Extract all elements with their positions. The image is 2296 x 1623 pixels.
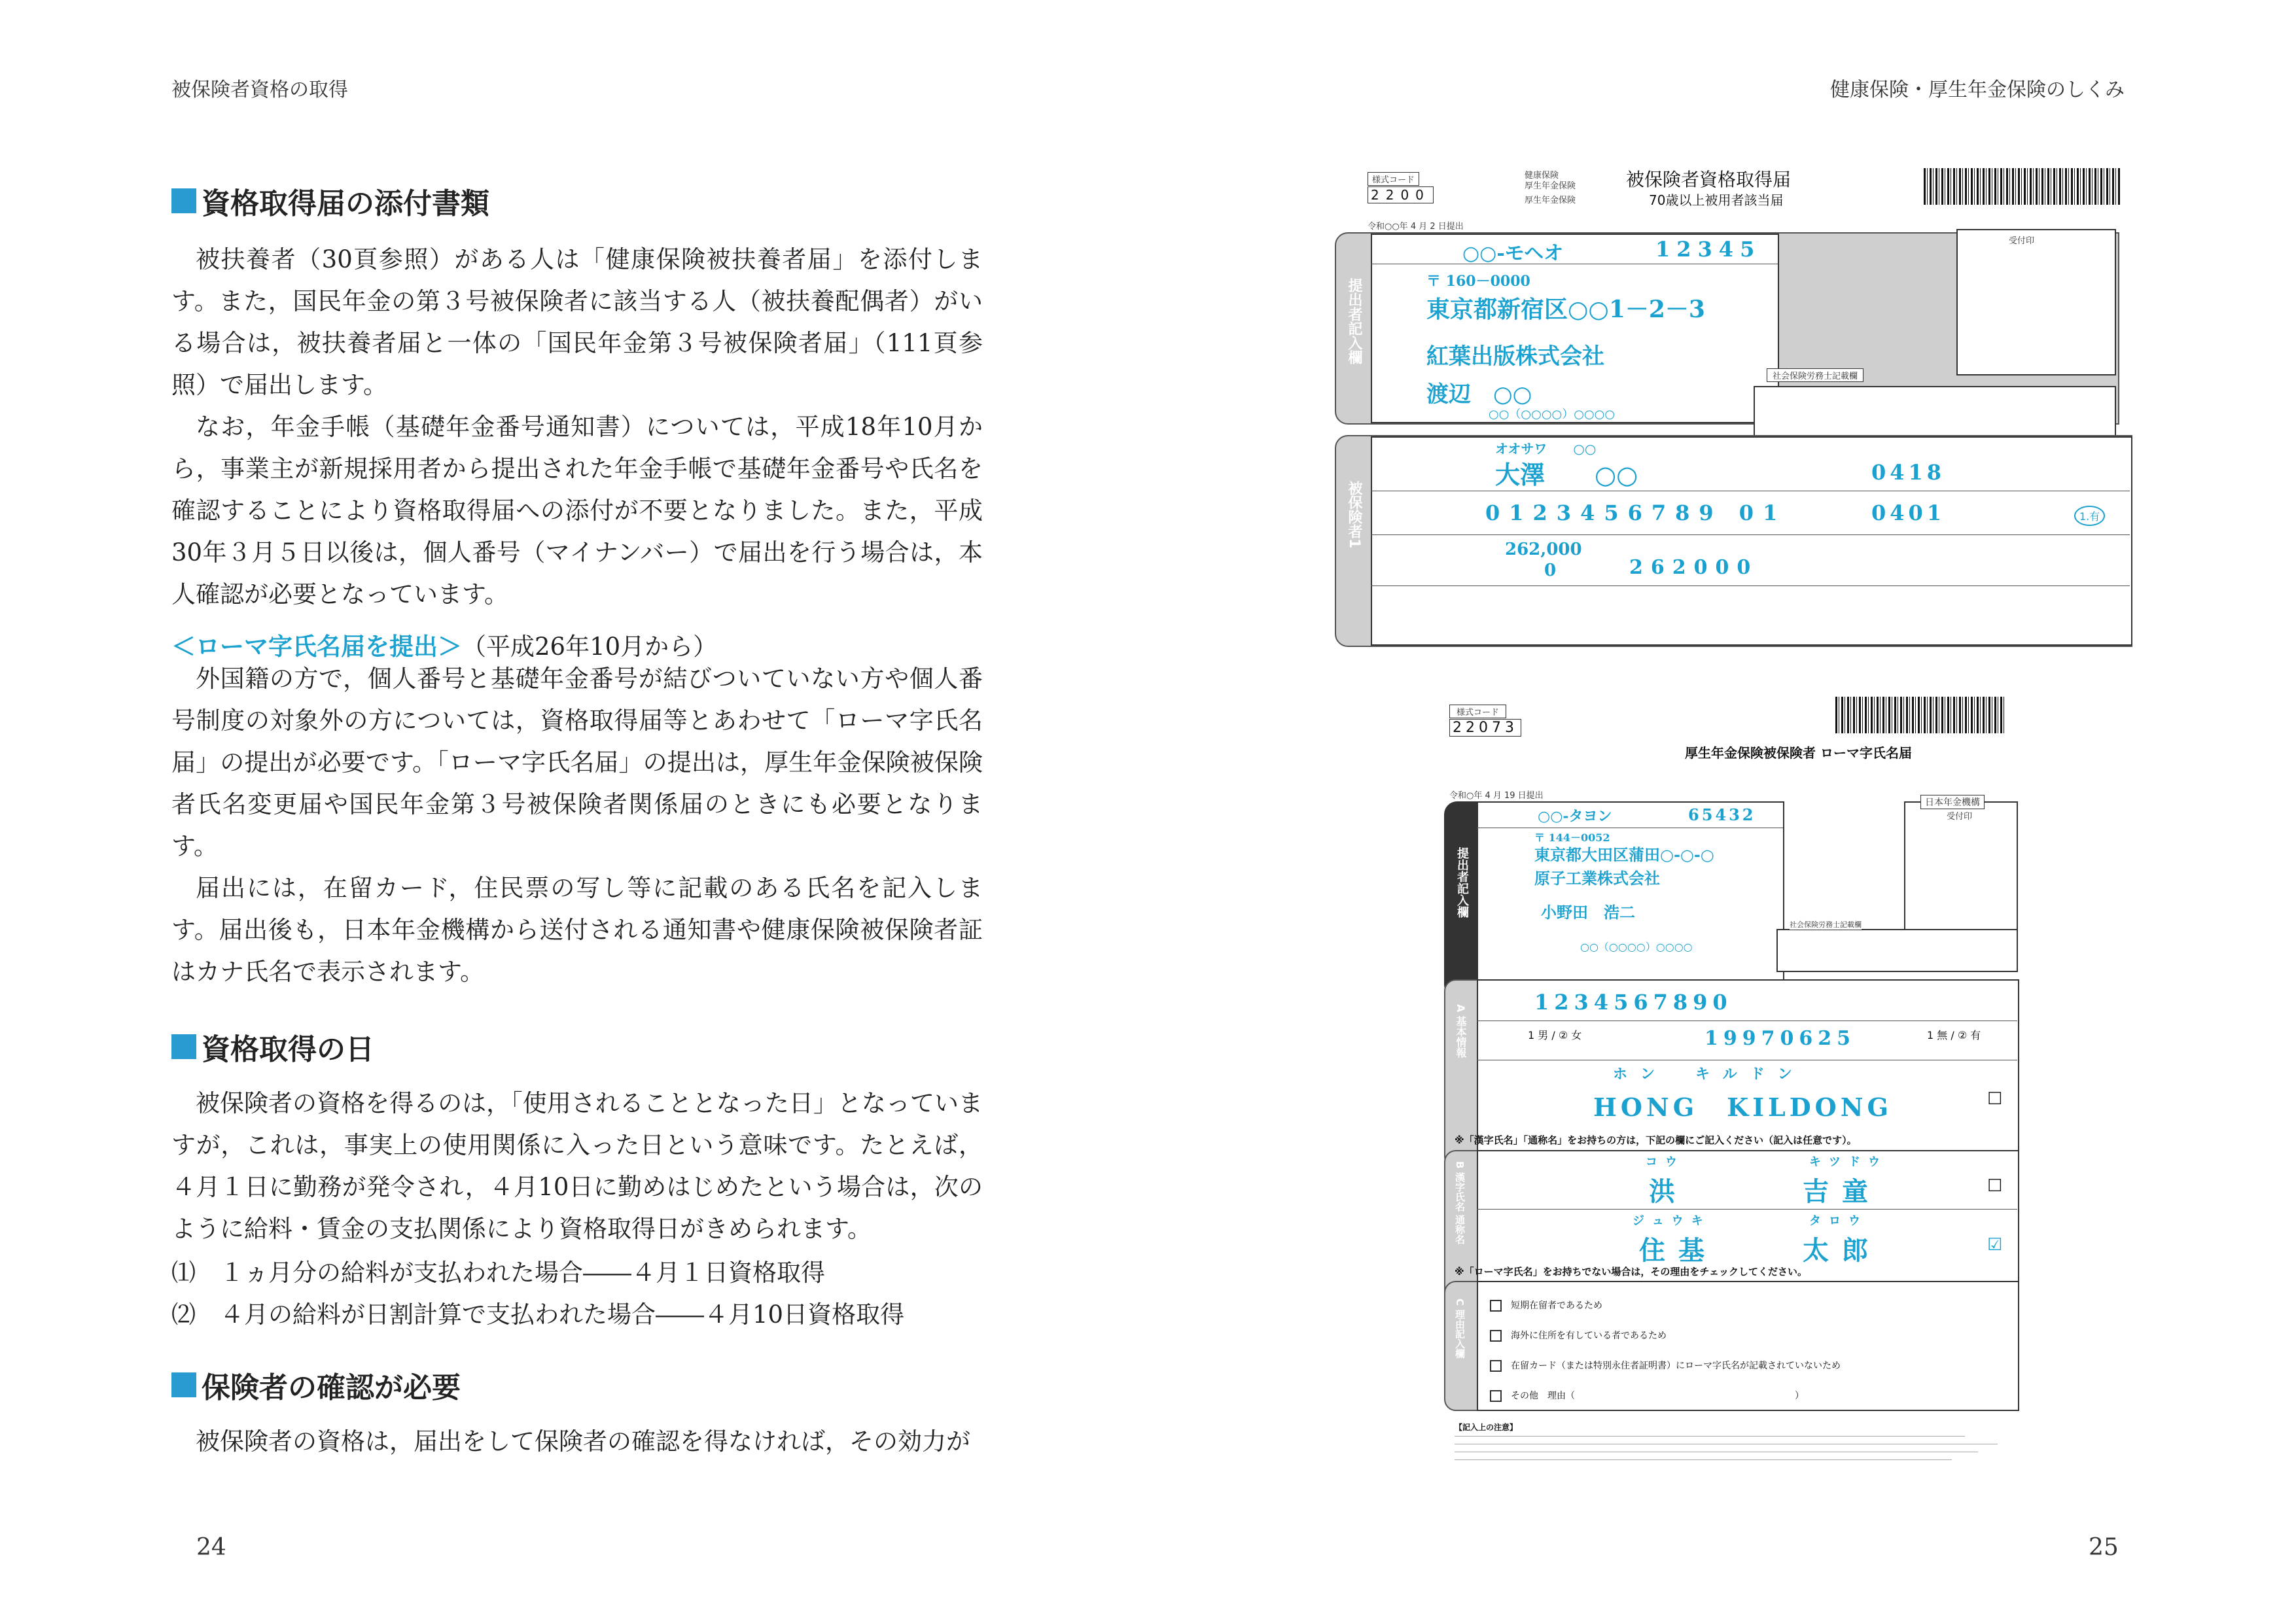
form2-alias-kana1: ジュウキ	[1633, 1214, 1711, 1228]
form1-address: 東京都新宿区○○1－2－3	[1426, 296, 1705, 323]
form1-postal: 〒 160－0000	[1426, 273, 1530, 290]
form1-office-code: ○○-モヘオ	[1462, 242, 1564, 265]
form1-receipt-box	[1956, 229, 2116, 375]
reason-item[interactable]: 在留カード（または特別永住者証明書）にローマ字氏名が記載されていないため	[1490, 1351, 1841, 1381]
running-head-right: 健康保険・厚生年金保険のしくみ	[1830, 79, 2125, 101]
form2-roman-name: HONG KILDONG	[1593, 1092, 1892, 1122]
form2-b-fields	[1477, 1150, 2019, 1303]
running-head-left: 被保険者資格の取得	[171, 79, 348, 101]
form1-subtitle: 70歳以上被用者該当届	[1649, 192, 1784, 208]
checkbox-icon[interactable]	[1490, 1330, 1502, 1342]
form2-office-number: 65432	[1688, 805, 1756, 824]
form1-ins2: 厚生年金保険	[1525, 181, 1576, 191]
form2-a-checkbox-icon[interactable]: ☐	[1987, 1089, 2003, 1109]
form2-agency: 日本年金機構	[1920, 795, 1985, 809]
form2-barcode	[1835, 697, 2005, 733]
form2-office-code: ○○-タヨン	[1538, 808, 1612, 825]
form2-phone: ○○（○○○○）○○○○	[1580, 941, 1693, 953]
form1-owner: 渡辺 ○○	[1426, 381, 1532, 408]
form2-date: 令和○年 4 月 19 日提出	[1449, 791, 1544, 801]
form2-address: 東京都大田区蒲田○-○-○	[1534, 845, 1714, 864]
form1-insured-fields	[1371, 436, 2132, 646]
form1-rule4	[1371, 585, 2130, 586]
form1-side-insured: 被保険者1	[1346, 481, 1362, 549]
form2-receipt: 受付印	[1947, 812, 1973, 822]
form2-reasons	[1490, 1291, 1841, 1411]
form2-code: 22073	[1449, 719, 1521, 737]
form1-receipt-label: 受付印	[2009, 236, 2035, 246]
form1-date: 令和○○年 4 月 2 日提出	[1368, 222, 1464, 232]
page-number-left: 24	[196, 1534, 226, 1561]
form1-name: 大澤 ○○	[1495, 460, 1638, 489]
form2-juminhyo: 1 無 / ② 有	[1927, 1029, 1981, 1041]
form2-notes-title: 【記入上の注意】	[1455, 1423, 1518, 1432]
form2-sharoushi: 社会保険労務士記載欄	[1790, 920, 1862, 929]
reason-item[interactable]: 海外に住所を有している者であるため	[1490, 1321, 1841, 1351]
form2-birth: 19970625	[1704, 1027, 1856, 1050]
form2-code-label: 様式コード	[1449, 705, 1506, 718]
form1-ins1: 健康保険	[1525, 171, 1559, 181]
form1-barcode	[1924, 168, 2120, 205]
form2-pension-number: 1234567890	[1534, 990, 1733, 1015]
form1-acq: 0401	[1871, 500, 1946, 525]
romaji-subheading: ＜ローマ字氏名届を提出＞（平成26年10月から）	[171, 633, 718, 661]
form1-salary2: 0	[1544, 561, 1557, 580]
form2-kanji-kana1: コウ	[1646, 1155, 1685, 1169]
form2-alias1: 住基	[1639, 1235, 1718, 1266]
form2-side-b: B 漢字氏名 通称名	[1454, 1161, 1466, 1244]
form2-kanji-kana2: キツドウ	[1809, 1155, 1888, 1169]
form2-postal: 〒 144－0052	[1534, 831, 1610, 844]
checkbox-icon[interactable]	[1490, 1390, 1502, 1402]
form1-company: 紅葉出版株式会社	[1426, 343, 1604, 370]
form2-side-submitter: 提出者記入欄	[1455, 847, 1469, 918]
form1-number: 0123456789 01	[1485, 500, 1787, 525]
section-title-attachments: 資格取得届の添付書類	[171, 180, 489, 222]
form2-side-c: C 理由記入欄	[1454, 1299, 1466, 1359]
form2-owner: 小野田 浩二	[1541, 903, 1635, 922]
form2-alias-kana2: タロウ	[1809, 1214, 1868, 1228]
form1-birth: 0418	[1871, 460, 1946, 485]
section1-body: 被扶養者（30頁参照）がある人は「健康保険被扶養者届」を添付します。また，国民年金の第３号被保険者に該当する人（被扶養配偶者）がいる場合は，被扶養者届と一体の「国民年金第３号被保険者届」（111頁参照）で届出します。 なお，年金手帳（基礎年金番号通知書）については，平成18年10月から，事業主が新規採用者から提出された年金手帳で基礎年金番号や氏名を確認することにより資格取得届への添付が不要となりました。また，平成30年３月５日以後は，個人番号（マイナンバー）で届出を行う場合は，本人確認が必要となっています。	[171, 245, 983, 608]
form1-ins3: 厚生年金保険	[1525, 196, 1576, 205]
form1-dependent: 1.有	[2074, 506, 2105, 526]
form1-sharoushi: 社会保険労務士記載欄	[1767, 368, 1863, 382]
form2-alias2: 太郎	[1803, 1235, 1881, 1266]
form2-alias-checkbox-icon[interactable]: ☑	[1987, 1235, 2003, 1255]
form2-kanji-checkbox-icon[interactable]: ☐	[1987, 1176, 2003, 1196]
form1-title: 被保険者資格取得届	[1626, 169, 1792, 190]
form1-office-number: 12345	[1655, 237, 1761, 262]
reason-item[interactable]: 短期在留者であるため	[1490, 1291, 1841, 1321]
form2-kanji2: 吉童	[1803, 1176, 1881, 1207]
form2-sharoushi-box	[1776, 929, 2018, 972]
acquisition-form	[1335, 160, 2140, 657]
form2-side-a: A 基本情報	[1455, 1004, 1467, 1058]
form2-notes-line4	[1455, 1459, 1952, 1460]
form2-kanji1: 洪	[1649, 1176, 1675, 1207]
form1-code: 2200	[1368, 186, 1434, 203]
form2-note-b: ※「漢字氏名」「通称名」をお持ちの方は，下記の欄にご記入ください（記入は任意です）。	[1455, 1134, 1857, 1146]
form2-notes-line1	[1455, 1436, 1965, 1437]
form1-rule3	[1371, 534, 2130, 535]
section3-body: 被保険者の資格は，届出をして保険者の確認を得なければ，その効力が	[196, 1427, 970, 1456]
section2-body: 被保険者の資格を得るのは，「使用されることとなった日」となっていますが，これは，事実上の使用関係に入った日という意味です。たとえば，４月１日に勤務が発令され，４月10日に勤めはじめたという場合は，次のように給料・賃金の支払関係により資格取得日がきめられます。	[171, 1089, 983, 1243]
form1-salary-total: 262000	[1629, 556, 1759, 579]
romaji-name-form	[1449, 697, 2025, 1469]
form1-side-submitter: 提出者記入欄	[1346, 278, 1362, 364]
form1-code-label: 様式コード	[1368, 172, 1419, 186]
bullet-square-icon	[171, 188, 196, 213]
form1-salary1: 262,000	[1505, 540, 1582, 559]
section1-body2: 外国籍の方で，個人番号と基礎年金番号が結びついていない方や個人番号制度の対象外の方については，資格取得届等とあわせて「ローマ字氏名届」の提出が必要です。「ローマ字氏名届」の提出は，厚生年金保険被保険者氏名変更届や国民年金第３号被保険者関係届のときにも必要となります。 届出には，在留カード，住民票の写し等に記載のある氏名を記入します。届出後も，日本年金機構から送付される通知書や健康保険被保険者証はカナ氏名で表示されます。	[171, 665, 983, 986]
reason-item[interactable]: その他 理由（ ）	[1490, 1381, 1841, 1411]
form2-title: 厚生年金保険被保険者 ローマ字氏名届	[1685, 745, 1912, 761]
section2-list: ⑴ １ヵ月分の給料が支払われた場合――４月１日資格取得 ⑵ ４月の給料が日割計算で支払われた場合――４月10日資格取得	[171, 1259, 905, 1329]
bullet-square-icon	[171, 1372, 196, 1397]
section-title-acquisition-date: 資格取得の日	[171, 1026, 374, 1068]
form2-note-c: ※「ローマ字氏名」をお持ちでない場合は，その理由をチェックしてください。	[1455, 1266, 1807, 1278]
bullet-square-icon	[171, 1034, 196, 1059]
checkbox-icon[interactable]	[1490, 1360, 1502, 1372]
form2-kana-roman: ホン キルドン	[1613, 1066, 1805, 1083]
form2-sex: 1 男 / ② 女	[1528, 1029, 1582, 1041]
form1-phone: ○○（○○○○）○○○○	[1489, 408, 1616, 421]
page-number-right: 25	[2089, 1534, 2119, 1561]
checkbox-icon[interactable]	[1490, 1300, 1502, 1312]
form2-company: 原子工業株式会社	[1534, 869, 1660, 888]
form2-rule-b1	[1477, 1209, 2017, 1210]
section-title-insurer-confirmation: 保険者の確認が必要	[171, 1364, 461, 1406]
form1-furigana: オオサワ ○○	[1495, 441, 1597, 457]
